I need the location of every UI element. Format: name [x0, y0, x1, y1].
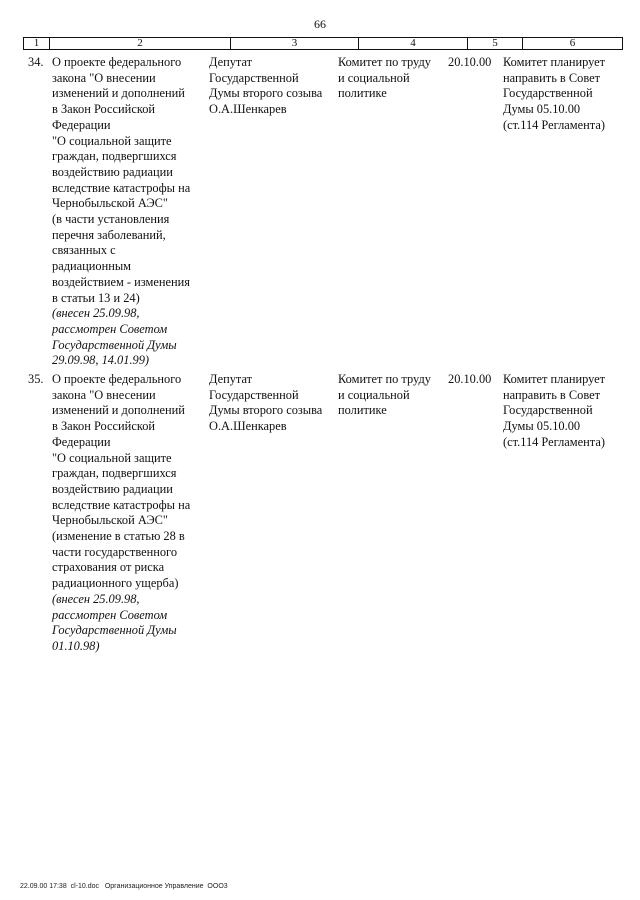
table-header-row: [23, 37, 623, 50]
text-line: Государственной Думы: [52, 623, 177, 638]
text-line: направить в Совет: [503, 387, 601, 402]
text-line: Федерации: [52, 434, 111, 449]
text-line: направить в Совет: [503, 70, 601, 85]
entry-plan: [503, 372, 621, 451]
text-line: в Закон Российской: [52, 102, 156, 117]
entry-author: [209, 55, 335, 118]
text-line: Федерации: [52, 117, 111, 132]
text-line: воздействию радиации: [52, 481, 173, 496]
text-line: Государственной Думы: [52, 337, 177, 352]
header-cell-3: 3: [231, 38, 359, 49]
text-line: О.А.Шенкарев: [209, 102, 287, 117]
text-line: (в части установления: [52, 212, 170, 227]
text-line: 01.10.98): [52, 638, 100, 653]
entry-plan: [503, 55, 621, 134]
text-line: вследствие катастрофы на: [52, 180, 191, 195]
text-line: 29.09.98, 14.01.99): [52, 353, 150, 368]
text-line: изменений и дополнений: [52, 86, 185, 101]
text-line: политике: [338, 403, 387, 418]
text-line: и социальной: [338, 70, 410, 85]
header-cell-2: 2: [50, 38, 231, 49]
entry-date: 20.10.00: [448, 372, 492, 386]
header-cell-1: 1: [24, 38, 50, 49]
text-line: Думы 05.10.00: [503, 419, 581, 434]
text-line: рассмотрен Советом: [52, 321, 168, 336]
header-cell-4: 4: [359, 38, 468, 49]
text-line: изменений и дополнений: [52, 403, 185, 418]
entry-author: [209, 372, 335, 435]
text-line: вследствие катастрофы на: [52, 497, 191, 512]
text-line: закона "О внесении: [52, 387, 156, 402]
text-line: (внесен 25.09.98,: [52, 591, 140, 606]
entry-title-text: [52, 372, 204, 592]
text-line: Думы второго созыва: [209, 86, 323, 101]
text-line: Комитет планирует: [503, 372, 606, 386]
text-line: О.А.Шенкарев: [209, 419, 287, 434]
text-line: части государственного: [52, 544, 178, 559]
text-line: граждан, подвергшихся: [52, 149, 177, 164]
text-line: Комитет по труду: [338, 55, 431, 69]
page-number: 66: [314, 17, 326, 31]
text-line: Государственной: [209, 70, 299, 85]
text-line: Чернобыльской АЭС": [52, 513, 168, 528]
text-line: Депутат: [209, 372, 253, 386]
text-line: связанных с: [52, 243, 116, 258]
text-line: О проекте федерального: [52, 372, 182, 386]
text-line: рассмотрен Советом: [52, 607, 168, 622]
text-line: страхования от риска: [52, 560, 165, 575]
entry-note: [52, 306, 204, 369]
text-line: Чернобыльской АЭС": [52, 196, 168, 211]
text-line: воздействием - изменения: [52, 274, 190, 289]
text-line: в Закон Российской: [52, 419, 156, 434]
text-line: в статьи 13 и 24): [52, 290, 140, 305]
text-line: Государственной: [209, 387, 299, 402]
text-line: и социальной: [338, 387, 410, 402]
print-footer: 22.09.00 17:38 cl-10.doc Организационное Управление ООО3: [20, 883, 228, 890]
text-line: "О социальной защите: [52, 133, 172, 148]
entry-committee: [338, 55, 442, 102]
entry-number: 34.: [28, 55, 44, 69]
entry-committee: [338, 372, 442, 419]
text-line: воздействию радиации: [52, 164, 173, 179]
header-cell-6: 6: [569, 37, 576, 49]
text-line: (внесен 25.09.98,: [52, 306, 140, 321]
entry-title: [52, 55, 204, 369]
entry-title-text: [52, 55, 204, 306]
text-line: Депутат: [209, 55, 253, 69]
text-line: Комитет планирует: [503, 55, 606, 69]
text-line: (изменение в статью 28 в: [52, 529, 185, 544]
text-line: О проекте федерального: [52, 55, 182, 69]
text-line: перечня заболеваний,: [52, 227, 166, 242]
text-line: политике: [338, 86, 387, 101]
text-line: радиационным: [52, 259, 132, 274]
entry-number: 35.: [28, 372, 44, 386]
text-line: радиационного ущерба): [52, 576, 179, 591]
entry-note: [52, 592, 204, 655]
text-line: закона "О внесении: [52, 70, 156, 85]
text-line: Комитет по труду: [338, 372, 431, 386]
text-line: Государственной: [503, 403, 593, 418]
text-line: Государственной: [503, 86, 593, 101]
text-line: (ст.114 Регламента): [503, 434, 605, 449]
text-line: Думы второго созыва: [209, 403, 323, 418]
text-line: (ст.114 Регламента): [503, 117, 605, 132]
text-line: Думы 05.10.00: [503, 102, 581, 117]
entry-title: [52, 372, 204, 655]
header-cell-5: 5: [468, 38, 523, 49]
text-line: граждан, подвергшихся: [52, 466, 177, 481]
entry-date: 20.10.00: [448, 55, 492, 69]
text-line: "О социальной защите: [52, 450, 172, 465]
